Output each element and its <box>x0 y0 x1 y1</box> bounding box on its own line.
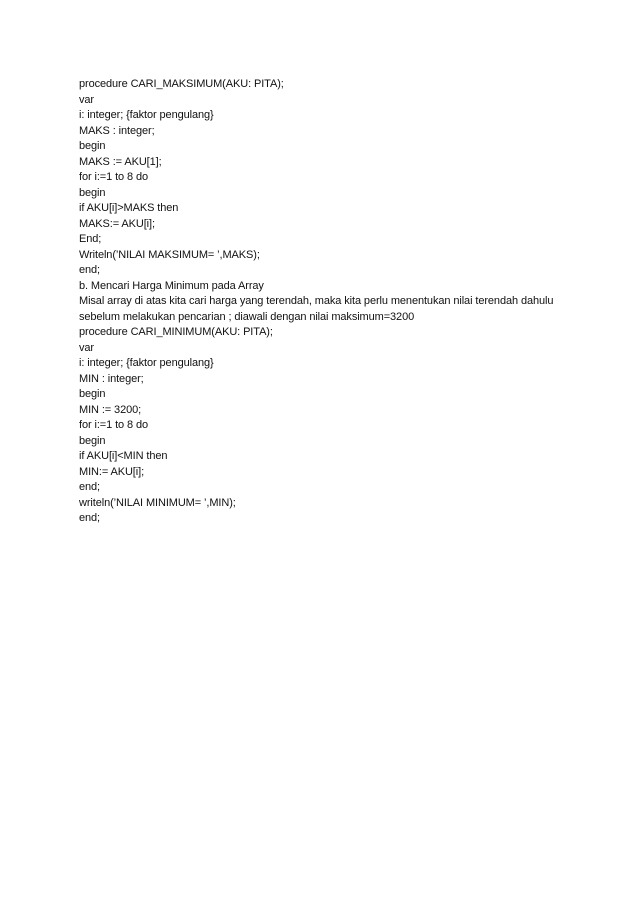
code-line: end; <box>79 512 101 524</box>
code-line: if AKU[i]>MAKS then <box>79 202 179 214</box>
code-line: end; <box>79 264 101 276</box>
code-line: begin <box>79 388 106 400</box>
code-line: i: integer; {faktor pengulang} <box>79 109 214 121</box>
code-line: var <box>79 93 94 106</box>
code-line: var <box>79 341 94 354</box>
code-line: begin <box>79 140 106 152</box>
code-line: writeln(’NILAI MINIMUM= ’,MIN); <box>79 496 236 509</box>
code-line: MAKS : integer; <box>79 124 155 137</box>
code-line: End; <box>79 233 102 245</box>
section-heading: b. Mencari Harga Minimum pada Array <box>79 279 264 292</box>
code-line: MIN:= AKU[i]; <box>79 465 145 478</box>
paragraph-line: sebelum melakukan pencarian ; diawali dengan nilai maksimum=3200 <box>79 310 415 323</box>
code-line: begin <box>79 434 106 447</box>
code-line: for i:=1 to 8 do <box>79 419 149 431</box>
code-line: MAKS := AKU[1]; <box>79 155 162 168</box>
code-line: for i:=1 to 8 do <box>79 171 149 183</box>
code-line: procedure CARI_MAKSIMUM(AKU: PITA); <box>79 78 284 90</box>
code-line: i: integer; {faktor pengulang} <box>79 357 214 369</box>
code-line: if AKU[i]<MIN then <box>79 450 168 462</box>
code-line: Writeln(’NILAI MAKSIMUM= ’,MAKS); <box>79 248 260 261</box>
code-line: MAKS:= AKU[i]; <box>79 217 155 230</box>
document-body <box>79 77 599 527</box>
code-line: MIN : integer; <box>79 372 144 385</box>
paragraph-line: Misal array di atas kita cari harga yang terendah, maka kita perlu menentukan nilai terendah dahulu <box>79 295 554 307</box>
code-line: begin <box>79 186 106 199</box>
code-line: procedure CARI_MINIMUM(AKU: PITA); <box>79 326 273 338</box>
code-line: end; <box>79 481 101 493</box>
code-line: MIN := 3200; <box>79 403 142 416</box>
